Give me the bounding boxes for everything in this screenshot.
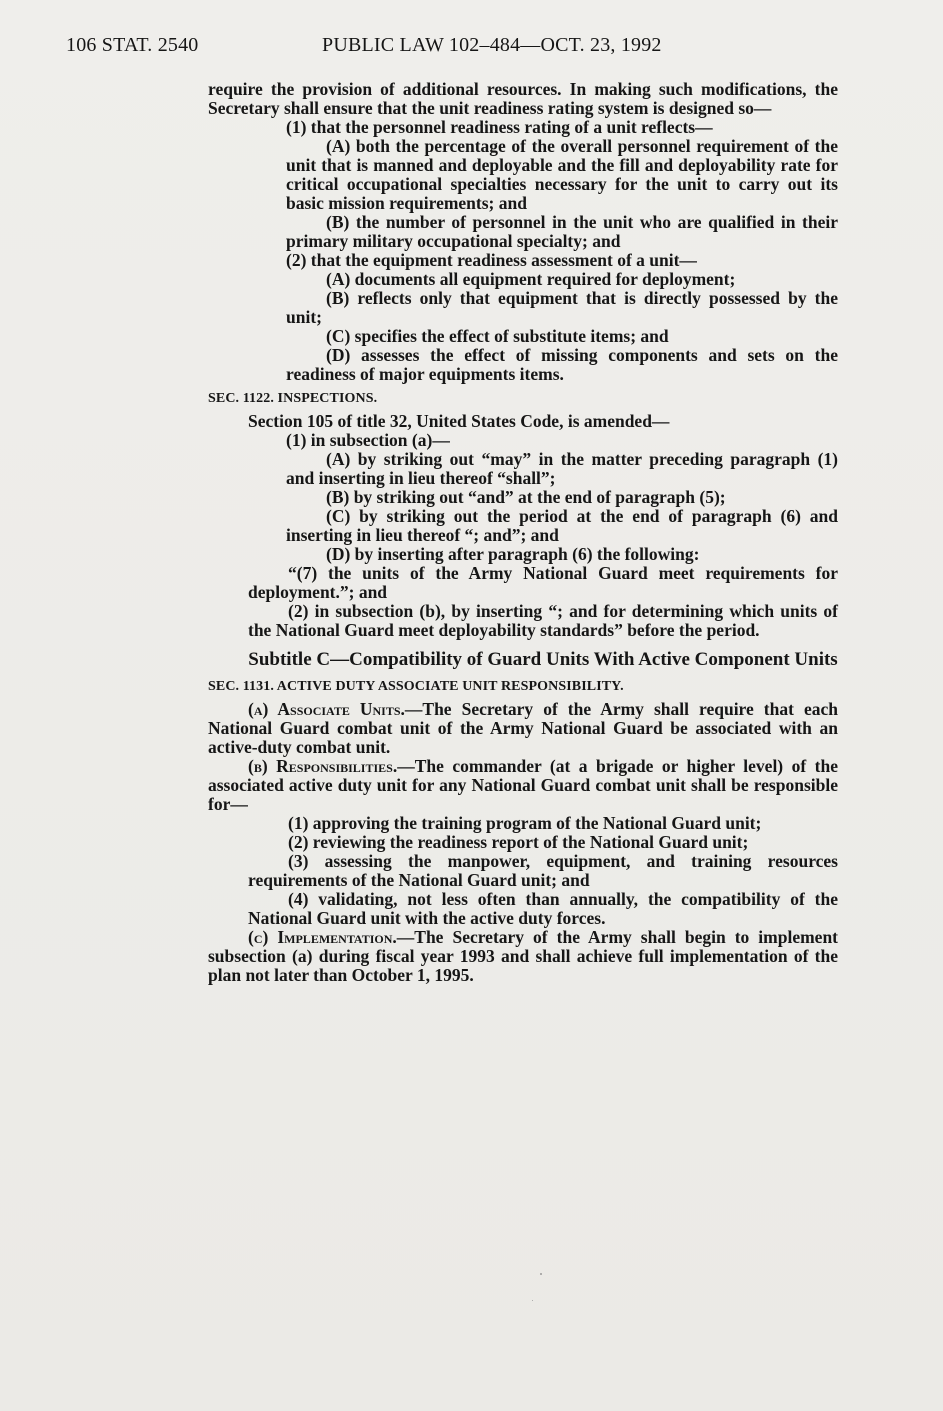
paragraph-1: (1) that the personnel readiness rating of a unit reflects— [286, 117, 713, 137]
section-1131-subsection-c-text: —The Secretary of the Army shall begin to implement subsection (a) during fiscal year 1993 and shall achieve full implementation of the plan not later than October 1, 1995. [208, 927, 839, 985]
section-1131-paragraph-b-1: (1) approving the training program of the National Guard unit; [288, 813, 762, 833]
section-1131-subsection-b [208, 757, 838, 814]
section-1131-subsection-a-text: —The Secretary of the Army shall require that each National Guard combat unit of the Army National Guard be associated with an active-duty combat unit. [208, 699, 838, 757]
section-1131-subsection-a-label: (a) Associate Units. [248, 699, 405, 719]
intro-paragraph: require the provision of additional resources. In making such modifications, the Secretary shall ensure that the unit readiness rating system is designed so— [208, 79, 838, 118]
paragraph-1-a: (A) both the percentage of the overall personnel requirement of the unit that is manned and deployable and the fill and deployability rate for critical occupational specialties necessary for the unit to carry out its basic mission requirements; and [286, 136, 838, 213]
paragraph-1-b: (B) the number of personnel in the unit who are qualified in their primary military occupational specialty; and [286, 212, 838, 251]
section-1131-subsection-b-text: —The commander (at a brigade or higher level) of the associated active duty unit for any National Guard combat unit shall be responsible for— [208, 756, 838, 814]
section-1131-subsection-c [208, 928, 838, 985]
page-header [66, 34, 906, 64]
paragraph-2-b: (B) reflects only that equipment that is directly possessed by the unit; [286, 288, 838, 327]
paragraph-2-a: (A) documents all equipment required for deployment; [326, 269, 736, 289]
section-1122-quoted-paragraph-7: “(7) the units of the Army National Guard meet requirements for deployment.”; and [248, 563, 838, 602]
section-1131-subsection-c-label: (c) Implementation. [248, 927, 397, 947]
section-1122-intro: Section 105 of title 32, United States Code, is amended— [248, 411, 670, 431]
subtitle-c-heading: Subtitle C—Compatibility of Guard Units With Active Component Units [248, 649, 838, 670]
public-law-reference: PUBLIC LAW 102–484—OCT. 23, 1992 [322, 34, 662, 56]
section-1131-paragraph-b-3: (3) assessing the manpower, equipment, and training resources requirements of the National Guard unit; and [248, 851, 838, 890]
section-1122-paragraph-1: (1) in subsection (a)— [286, 430, 450, 450]
section-1122-paragraph-1-d: (D) by inserting after paragraph (6) the following: [326, 544, 700, 564]
section-1131-heading: SEC. 1131. ACTIVE DUTY ASSOCIATE UNIT RESPONSIBILITY. [208, 679, 624, 694]
section-1122-paragraph-2: (2) in subsection (b), by inserting “; and for determining which units of the National Guard meet deployability standards” before the period. [248, 601, 838, 640]
section-1131-subsection-a [208, 700, 838, 757]
section-1131-paragraph-b-2: (2) reviewing the readiness report of the National Guard unit; [288, 832, 749, 852]
section-1122-paragraph-1-b: (B) by striking out “and” at the end of paragraph (5); [326, 487, 726, 507]
section-1131-subsection-b-label: (b) Responsibilities. [248, 756, 398, 776]
document-body [208, 80, 838, 985]
section-1122-heading: SEC. 1122. INSPECTIONS. [208, 391, 378, 406]
paragraph-2-d: (D) assesses the effect of missing components and sets on the readiness of major equipments items. [286, 345, 838, 384]
scan-speck [532, 1300, 533, 1301]
section-1122-paragraph-1-c: (C) by striking out the period at the end of paragraph (6) and inserting in lieu thereof “; and”; and [286, 506, 838, 545]
section-1131-paragraph-b-4: (4) validating, not less often than annually, the compatibility of the National Guard unit with the active duty forces. [248, 889, 838, 928]
section-1122-paragraph-1-a: (A) by striking out “may” in the matter preceding paragraph (1) and inserting in lieu thereof “shall”; [286, 449, 838, 488]
scan-speck [540, 1273, 542, 1275]
statute-page-reference: 106 STAT. 2540 [66, 34, 199, 56]
paragraph-2-c: (C) specifies the effect of substitute items; and [326, 326, 669, 346]
paragraph-2: (2) that the equipment readiness assessment of a unit— [286, 250, 697, 270]
